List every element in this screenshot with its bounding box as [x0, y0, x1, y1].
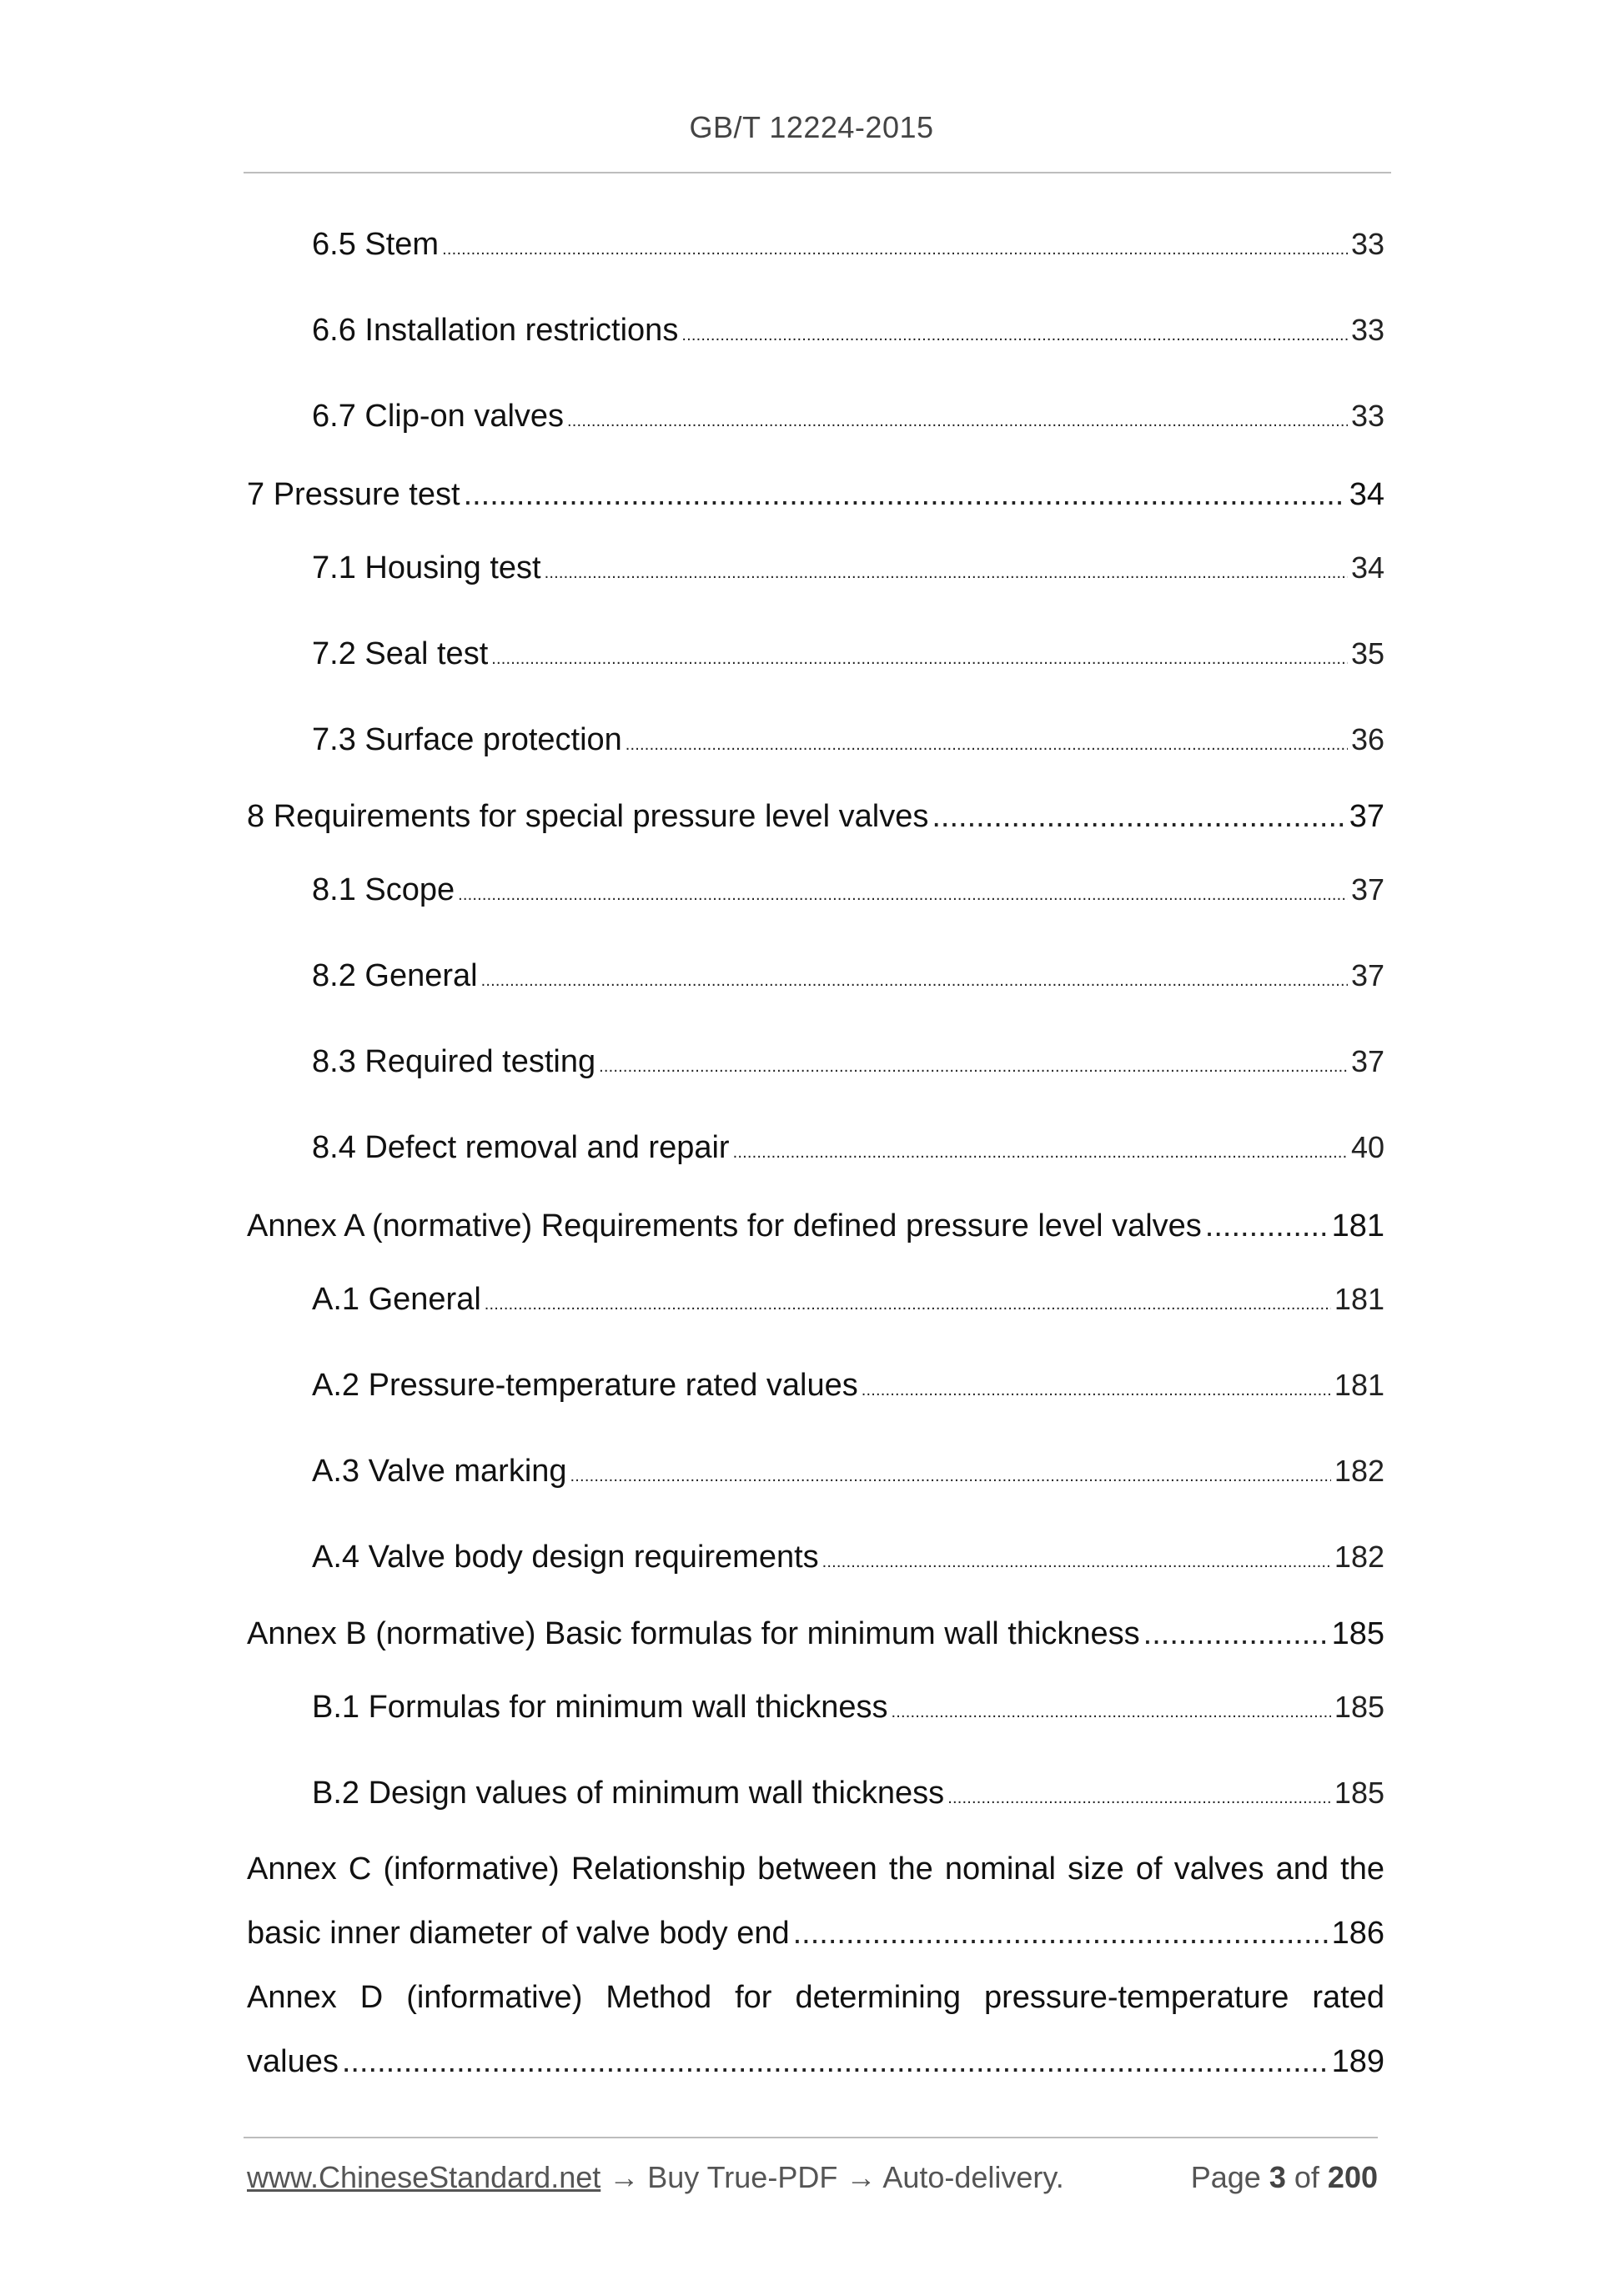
toc-entry[interactable] — [312, 722, 1384, 758]
dot-leader — [733, 1143, 1348, 1163]
toc-entry[interactable] — [312, 958, 1384, 994]
toc-entry-page: 33 — [1350, 227, 1384, 261]
dot-leader — [599, 1058, 1348, 1077]
header-divider — [244, 172, 1391, 173]
dot-leader — [932, 799, 1345, 835]
toc-entry-title: A.2 Pressure-temperature rated values — [312, 1368, 858, 1403]
toc-entry-annex-d-line1[interactable]: Annex D (informative) Method for determining pressure-temperature rated — [247, 1980, 1384, 2015]
toc-entry-title: 8.3 Required testing — [312, 1044, 596, 1079]
toc-entry[interactable] — [312, 636, 1384, 672]
dot-leader — [892, 1703, 1331, 1722]
page-label: Page — [1190, 2160, 1261, 2194]
current-page: 3 — [1269, 2160, 1286, 2194]
toc-entry-title: B.2 Design values of minimum wall thickness — [312, 1776, 945, 1811]
toc-entry-page: 33 — [1350, 399, 1384, 433]
toc-entry-title: Annex A (normative) Requirements for defined pressure level valves — [247, 1208, 1202, 1243]
dot-leader — [1143, 1616, 1329, 1652]
toc-entry-page: 186 — [1331, 1916, 1384, 1951]
toc-entry[interactable] — [312, 872, 1384, 908]
footer-promo — [247, 2160, 1064, 2195]
toc-entry-title: 7.1 Housing test — [312, 550, 541, 585]
dot-leader — [481, 972, 1348, 991]
toc-entry-page: 33 — [1350, 313, 1384, 347]
toc-entry[interactable] — [312, 550, 1384, 586]
toc-entry-title: 7.3 Surface protection — [312, 722, 622, 757]
toc-entry[interactable] — [312, 1282, 1384, 1318]
site-link[interactable]: www.ChineseStandard.net — [247, 2160, 601, 2194]
toc-entry[interactable] — [312, 1776, 1384, 1811]
toc-entry-page: 37 — [1350, 872, 1384, 907]
toc-entry-page: 37 — [1350, 958, 1384, 992]
page-indicator — [1191, 2160, 1378, 2195]
toc-entry-page: 185 — [1334, 1690, 1384, 1724]
toc-entry-title: Annex B (normative) Basic formulas for minimum wall thickness — [247, 1616, 1140, 1651]
dot-leader — [491, 650, 1348, 669]
page-footer — [247, 2160, 1378, 2195]
toc-entry-title: 8 Requirements for special pressure level valves — [247, 799, 929, 834]
total-pages: 200 — [1327, 2160, 1378, 2194]
toc-entry-title: 8.4 Defect removal and repair — [312, 1130, 730, 1165]
toc-entry[interactable] — [247, 1616, 1384, 1652]
toc-entry-title: 7 Pressure test — [247, 477, 460, 512]
toc-entry-title: values — [247, 2044, 339, 2079]
toc-entry[interactable] — [312, 399, 1384, 435]
toc-entry-page: 189 — [1331, 2044, 1384, 2079]
dot-leader — [793, 1916, 1329, 1952]
dot-leader — [947, 1789, 1331, 1808]
toc-entry-title: basic inner diameter of valve body end — [247, 1916, 790, 1951]
toc-entry-title: 6.6 Installation restrictions — [312, 313, 679, 348]
toc-entry-page: 181 — [1334, 1282, 1384, 1316]
toc-entry-page: 181 — [1334, 1368, 1384, 1402]
dot-leader — [567, 412, 1348, 431]
dot-leader — [464, 477, 1346, 513]
document-header: GB/T 12224-2015 — [689, 110, 934, 144]
toc-entry-page: 34 — [1350, 550, 1384, 585]
dot-leader — [822, 1553, 1331, 1572]
toc-entry-title: 6.5 Stem — [312, 227, 440, 262]
dot-leader — [545, 564, 1348, 583]
dot-leader — [570, 1467, 1331, 1486]
toc-entry-page: 36 — [1350, 722, 1384, 756]
promo-text: → Buy True-PDF → Auto-delivery. — [600, 2160, 1064, 2194]
toc-entry-title: 7.2 Seal test — [312, 636, 489, 671]
dot-leader — [626, 736, 1348, 755]
toc-entry-annex-c-line1[interactable]: Annex C (informative) Relationship between the nominal size of valves and the — [247, 1851, 1384, 1887]
toc-entry-page: 181 — [1331, 1208, 1384, 1243]
toc-entry-page: 40 — [1350, 1130, 1384, 1164]
toc-entry[interactable] — [312, 1044, 1384, 1080]
toc-entry-title: B.1 Formulas for minimum wall thickness — [312, 1690, 888, 1725]
toc-entry-title: A.4 Valve body design requirements — [312, 1540, 819, 1575]
toc-entry-annex-c-line2[interactable] — [247, 1916, 1384, 1952]
dot-leader — [442, 240, 1348, 259]
toc-entry-title: 6.7 Clip-on valves — [312, 399, 565, 434]
toc-entry-annex-d-line2[interactable] — [247, 2044, 1384, 2080]
toc-entry[interactable] — [312, 313, 1384, 349]
toc-entry[interactable] — [312, 1368, 1384, 1404]
dot-leader — [1205, 1208, 1329, 1244]
dot-leader — [342, 2044, 1329, 2080]
toc-entry[interactable] — [312, 1690, 1384, 1726]
toc-entry-page: 185 — [1334, 1776, 1384, 1810]
toc-entry-page: 185 — [1331, 1616, 1384, 1651]
toc-entry[interactable] — [247, 477, 1384, 513]
page-of-label: of — [1294, 2160, 1319, 2194]
toc-entry-title: 8.1 Scope — [312, 872, 455, 907]
toc-entry-title: A.3 Valve marking — [312, 1454, 567, 1489]
toc-entry-title: A.1 General — [312, 1282, 481, 1317]
toc-entry[interactable] — [312, 227, 1384, 263]
toc-entry[interactable] — [312, 1130, 1384, 1166]
toc-entry-page: 37 — [1350, 1044, 1384, 1078]
dot-leader — [485, 1295, 1331, 1314]
toc-entry-page: 182 — [1334, 1454, 1384, 1488]
toc-entry-title: 8.2 General — [312, 958, 478, 993]
dot-leader — [458, 886, 1348, 905]
toc-entry[interactable] — [312, 1540, 1384, 1575]
footer-divider — [244, 2137, 1378, 2138]
dot-leader — [681, 326, 1348, 345]
toc-entry-page: 37 — [1349, 799, 1384, 834]
toc-entry[interactable] — [312, 1454, 1384, 1490]
toc-entry-page: 35 — [1350, 636, 1384, 671]
toc-entry-page: 182 — [1334, 1540, 1384, 1574]
toc-entry-page: 34 — [1349, 477, 1384, 512]
toc-entry[interactable] — [247, 799, 1384, 835]
dot-leader — [862, 1381, 1331, 1400]
toc-entry[interactable] — [247, 1208, 1384, 1244]
